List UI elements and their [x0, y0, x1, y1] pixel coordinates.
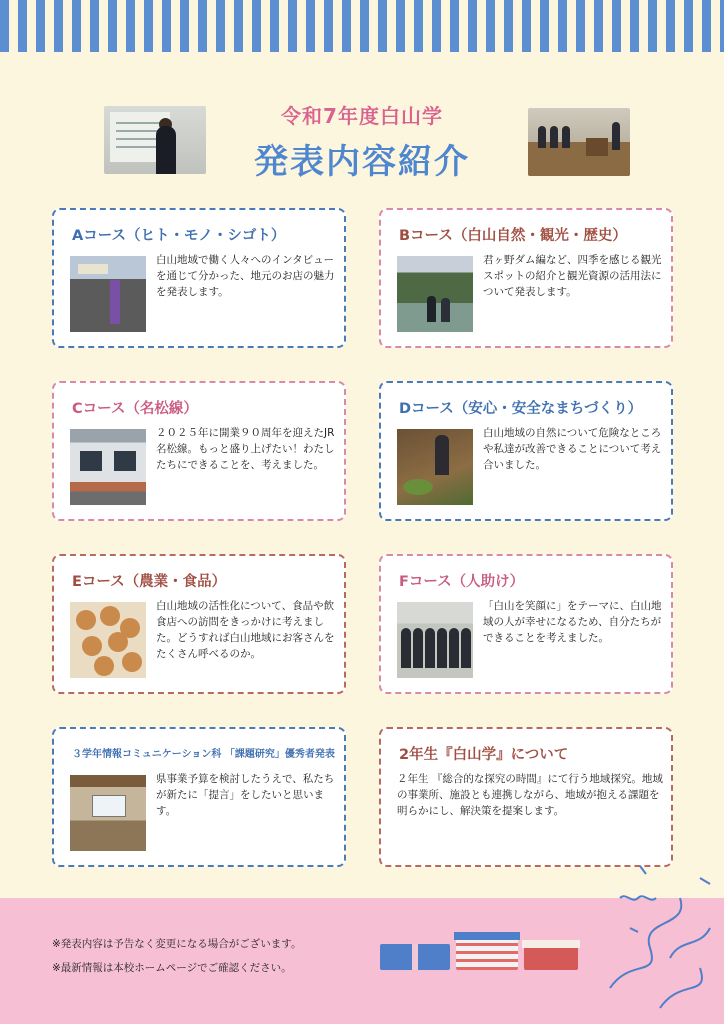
card-photo-train — [70, 429, 146, 505]
header-photo-presenter — [104, 106, 206, 174]
card-title: 2年生『白山学』について — [399, 747, 569, 763]
card-title: Cコース（名松線） — [72, 401, 198, 417]
card-title: ３学年情報コミュニケーション科 「課題研究」優秀者発表 — [72, 749, 335, 760]
course-card-d — [379, 381, 673, 521]
course-card-c — [52, 381, 346, 521]
course-card-a — [52, 208, 346, 348]
course-card-b — [379, 208, 673, 348]
footer-note: ※最新情報は本校ホームページでご確認ください。 — [52, 962, 292, 974]
card-photo-field — [397, 429, 473, 505]
card-photo-dam — [397, 256, 473, 332]
footer-note: ※発表内容は予告なく変更になる場合がございます。 — [52, 938, 302, 950]
card-text: 白山地域の活性化について、食品や飲食店への訪問をきっかけに考えました。どうすれば白山地域にお客さんをたくさん呼べるのか。 — [156, 600, 335, 660]
confetti-squiggle-icon — [600, 858, 724, 1018]
card-text: 君ヶ野ダム編など、四季を感じる観光スポットの紹介と観光資源の活用法について発表します。 — [483, 254, 662, 298]
card-photo-hall — [70, 775, 146, 851]
course-card-research — [52, 727, 346, 867]
card-title: Eコース（農業・食品） — [72, 574, 227, 590]
card-text: ２年生 『総合的な探究の時間』にて行う地域探究。地域の事業所、施設とも連携しながら、地域が抱える課題を明らかにし、解決策を提案します。 — [397, 773, 663, 817]
gift-icon — [524, 946, 578, 970]
card-title: Bコース（白山自然・観光・歴史） — [399, 228, 627, 244]
header-photo-stage — [528, 108, 630, 176]
card-title: Dコース（安心・安全なまちづくり） — [399, 401, 643, 417]
page-subtitle: 令和7年度白山学 — [281, 104, 443, 128]
info-card-2nd-year — [379, 727, 673, 867]
card-photo-cookies — [70, 602, 146, 678]
card-photo-shop — [70, 256, 146, 332]
card-text: ２０２５年に開業９０周年を迎えたJR名松線。もっと盛り上げたい！わたしたちにできることを、考えました。 — [156, 427, 335, 471]
course-card-e — [52, 554, 346, 694]
card-photo-group — [397, 602, 473, 678]
card-title: Aコース（ヒト・モノ・シゴト） — [72, 228, 286, 244]
card-text: 「白山を笑顔に」をテーマに、白山地域の人が幸せになるため、自分たちができることを考えました。 — [483, 600, 662, 644]
card-title: Fコース（人助け） — [399, 574, 525, 590]
card-text: 県事業予算を検討したうえで、私たちが新たに「提言」をしたいと思います。 — [156, 773, 335, 817]
card-text: 白山地域の自然について危険なところや私達が改善できることについて考え合いました。 — [483, 427, 662, 471]
gift-icon — [456, 938, 518, 970]
card-text: 白山地域で働く人々へのインタビューを通じて分かった、地元のお店の魅力を発表します。 — [156, 254, 335, 298]
page-title: 発表内容紹介 — [254, 142, 470, 182]
footer-band — [0, 898, 724, 1024]
gift-icon — [380, 944, 450, 970]
top-stripe-border — [0, 0, 724, 52]
course-card-f — [379, 554, 673, 694]
